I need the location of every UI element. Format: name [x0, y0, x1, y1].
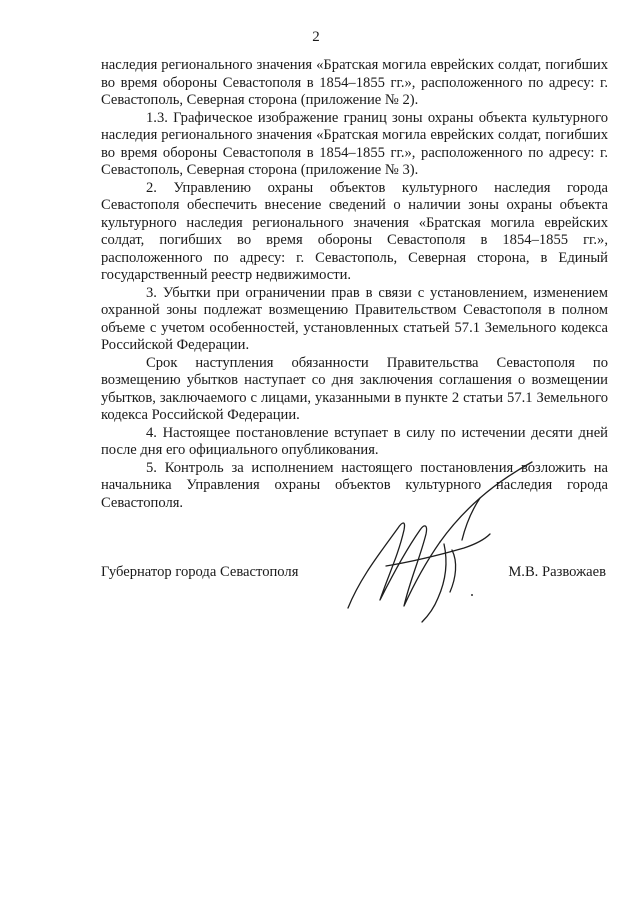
- ink-dot: [471, 594, 473, 596]
- paragraph-2: 2. Управлению охраны объектов культурного наследия города Севастополя обеспечить внесение сведений о наличии зоны охраны объекта культурного наследия регионального значения «Братская могила еврейских солдат, погибших во время обороны Севастополя в 1854–1855 гг.», расположенного по адресу: г. Севастополь, Северная сторона, в Единый государственный реестр недвижимости.: [101, 179, 608, 283]
- signatory-title: Губернатор города Севастополя: [101, 564, 299, 580]
- paragraph-3: 3. Убытки при ограничении прав в связи с установлением, изменением охранной зоны подлежат возмещению Правительством Севастополя в полном объеме с учетом особенностей, установленных статьей 57.1 Земельного кодекса Российской Федерации.: [101, 284, 608, 353]
- paragraph-5: 5. Контроль за исполнением настоящего постановления возложить на начальника Управления охраны объектов культурного наследия города Севастополя.: [101, 459, 608, 511]
- paragraph-1-3: 1.3. Графическое изображение границ зоны охраны объекта культурного наследия регионального значения «Братская могила еврейских солдат, погибших во время обороны Севастополя в 1854–1855 гг.», расположенного по адресу: г. Севастополь, Северная сторона (приложение № 3).: [101, 109, 608, 178]
- page-number: 2: [312, 29, 320, 45]
- paragraph-3-deadline: Срок наступления обязанности Правительства Севастополя по возмещению убытков наступает со дня заключения соглашения о возмещении убытков, заключаемого с лицами, указанными в пункте 2 статьи 57.1 Земельного кодекса Российской Федерации.: [101, 354, 608, 423]
- document-body: [101, 57, 608, 512]
- signatory-name: М.В. Развожаев: [508, 564, 606, 580]
- handwritten-signature: [340, 458, 540, 628]
- paragraph-4: 4. Настоящее постановление вступает в силу по истечении десяти дней после дня его официального опубликования.: [101, 424, 608, 458]
- paragraph-continuation: наследия регионального значения «Братская могила еврейских солдат, погибших во время обороны Севастополя в 1854–1855 гг.», расположенного по адресу: г. Севастополь, Северная сторона (приложение № 2).: [101, 57, 608, 108]
